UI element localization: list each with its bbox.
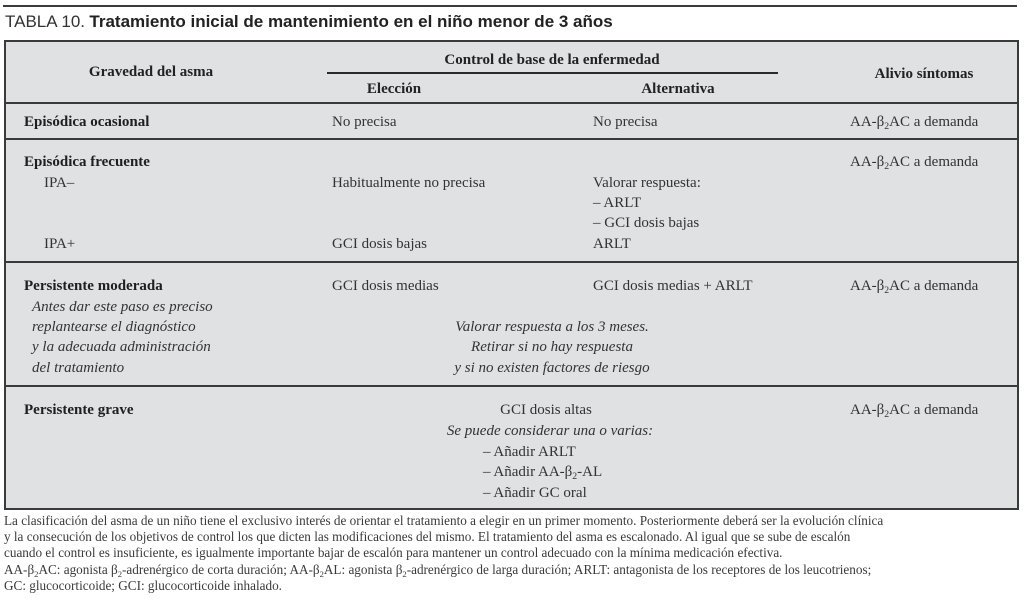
alternative-line: – GCI dosis bajas [593, 215, 700, 231]
relief-prefix: AA-β [850, 154, 885, 170]
note-line: y la adecuada administración [32, 339, 211, 355]
choice-cell: GCI dosis bajas [332, 236, 427, 252]
alternative-line: – ARLT [593, 195, 642, 211]
table-number: TABLA 10. [5, 12, 86, 31]
relief-prefix: AA-β [850, 114, 885, 130]
abbreviations-line [4, 562, 1020, 578]
note-line: replantearse el diagnóstico [32, 319, 196, 335]
relief-suffix: AC a demanda [889, 402, 979, 418]
option-line [483, 462, 602, 482]
row-divider [6, 261, 1017, 263]
relief-cell [850, 276, 978, 296]
header-control-group: Control de base de la enfermedad [444, 52, 660, 68]
assessment-line: y si no existen factores de riesgo [454, 360, 650, 376]
severity-label: Episódica ocasional [24, 114, 150, 130]
alternative-cell: ARLT [593, 236, 631, 252]
severity-label: Episódica frecuente [24, 154, 150, 170]
option-prefix: – Añadir AA-β [483, 464, 573, 480]
relief-cell [850, 152, 978, 172]
abbr-part: AL: agonista β [323, 561, 403, 577]
relief-suffix: AC a demanda [889, 154, 979, 170]
abbreviations-line: GC: glucocorticoide; GCI: glucocorticoide inhalado. [4, 577, 282, 593]
top-rule [3, 5, 1017, 7]
option-line: – Añadir ARLT [483, 444, 576, 460]
note-line: del tratamiento [32, 360, 125, 376]
severity-label: Persistente grave [24, 402, 134, 418]
abbr-sub: 2 [34, 568, 39, 579]
table-title [5, 11, 613, 32]
severity-label: Persistente moderada [24, 278, 163, 294]
relief-subscript: 2 [884, 121, 890, 132]
assessment-line: Valorar respuesta a los 3 meses. [455, 319, 649, 335]
row-divider [6, 138, 1017, 140]
choice-cell: GCI dosis medias [332, 278, 439, 294]
alternative-line: Valorar respuesta: [593, 175, 701, 191]
table-footnote [4, 513, 1020, 594]
treatment-cell: GCI dosis altas [500, 402, 592, 418]
relief-cell [850, 400, 978, 420]
row-divider [6, 385, 1017, 387]
relief-prefix: AA-β [850, 402, 885, 418]
abbr-part: -adrenérgico de corta duración; AA-β [122, 561, 320, 577]
header-choice: Elección [366, 81, 422, 97]
assessment-line: Retirar si no hay respuesta [471, 339, 633, 355]
abbr-sub: 2 [402, 568, 407, 579]
ipa-positive-label: IPA+ [44, 236, 76, 252]
abbr-part: AA-β [4, 561, 35, 577]
option-subscript: 2 [572, 471, 578, 482]
relief-prefix: AA-β [850, 278, 885, 294]
treatment-table [4, 40, 1019, 510]
note-line: Antes dar este paso es preciso [32, 299, 213, 315]
relief-cell [850, 112, 978, 132]
footnote-line: y la consecución de los objetivos de control los que dicten las modificaciones del mismo. El tratamiento del asma es escalonado. Al igual que se sube de escalón [4, 529, 851, 545]
header-divider [6, 102, 1017, 104]
relief-suffix: AC a demanda [889, 114, 979, 130]
abbr-part: -adrenérgico de larga duración; ARLT: antagonista de los receptores de los leucotrienos; [406, 561, 872, 577]
choice-cell: Habitualmente no precisa [332, 175, 486, 191]
header-relief: Alivio síntomas [874, 66, 974, 82]
option-suffix: -AL [577, 464, 603, 480]
ipa-negative-label: IPA– [44, 175, 75, 191]
abbr-sub: 2 [319, 568, 324, 579]
footnote-line: cuando el control es insuficiente, es igualmente importante bajar de escalón para mantener un control adecuado con la mínima medicación efectiva. [4, 545, 783, 561]
option-line: – Añadir GC oral [483, 485, 587, 501]
abbr-part: AC: agonista β [38, 561, 118, 577]
relief-suffix: AC a demanda [889, 278, 979, 294]
relief-subscript: 2 [884, 409, 890, 420]
relief-subscript: 2 [884, 285, 890, 296]
abbr-sub: 2 [117, 568, 122, 579]
footnote-line: La clasificación del asma de un niño tiene el exclusivo interés de orientar el tratamiento a elegir en un primer momento. Posteriormente deberá ser la evolución clínica [4, 513, 884, 528]
alternative-cell: GCI dosis medias + ARLT [593, 278, 753, 294]
relief-subscript: 2 [884, 161, 890, 172]
table-caption: Tratamiento inicial de mantenimiento en el niño menor de 3 años [89, 12, 613, 31]
consider-text: Se puede considerar una o varias: [446, 423, 654, 439]
alternative-cell: No precisa [593, 114, 658, 130]
header-alternative: Alternativa [641, 81, 715, 97]
header-subrule [327, 72, 778, 74]
choice-cell: No precisa [332, 114, 397, 130]
header-severity: Gravedad del asma [88, 64, 214, 80]
